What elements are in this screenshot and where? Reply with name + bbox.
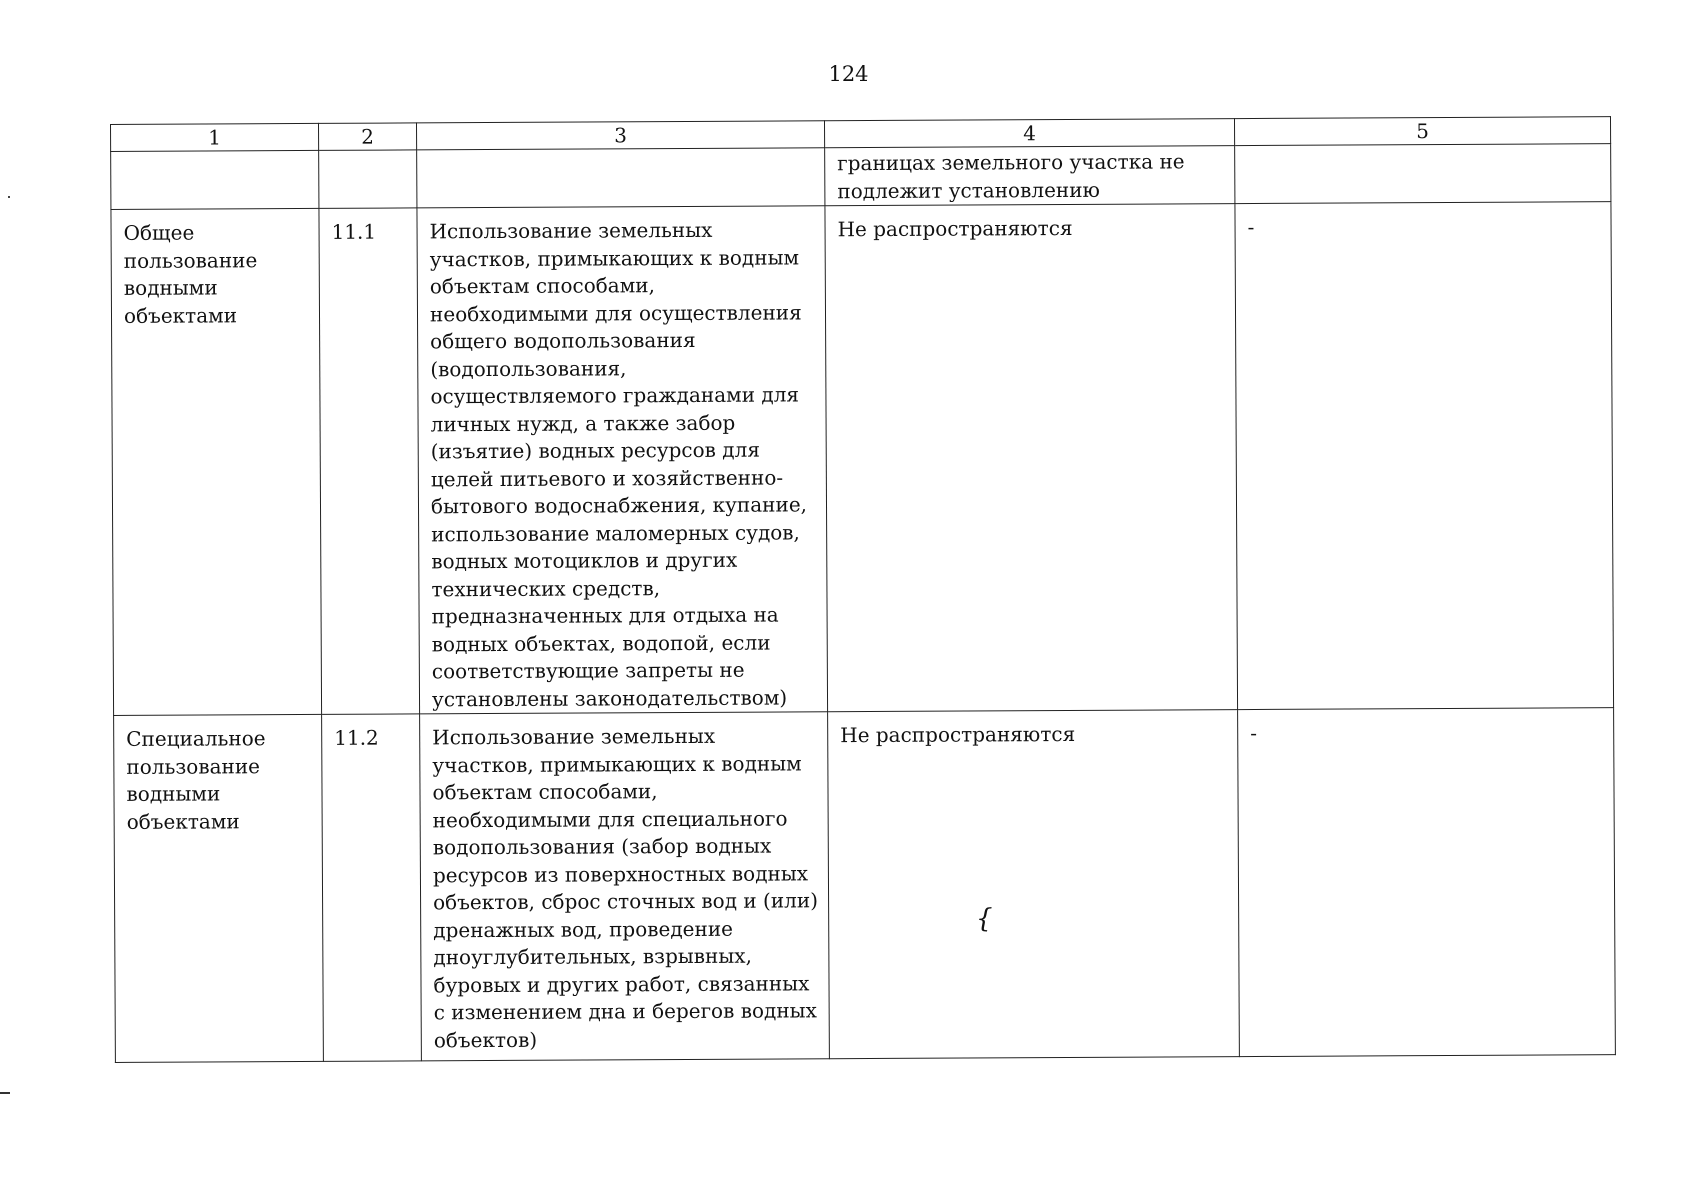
land-use-table [110,116,1616,1063]
land-use-restrictions: - [1238,708,1616,1057]
continuation-cell-3 [417,148,825,208]
continuation-cell-4: границах земельного участка не подлежит установлению [825,146,1235,206]
land-use-restrictions: - [1235,202,1614,710]
column-number-4: 4 [824,119,1234,148]
page-number: 124 [828,62,869,86]
column-number-3: 3 [416,121,824,150]
land-use-parameters: Не распространяются [828,710,1240,1059]
column-number-2: 2 [318,123,416,151]
land-use-description: Использование земельных участков, примыкающих к водным объектам способами, необходимыми для осуществления общего водопользования (водопользования, осуществляемого гражданами для личных нужд, а также забор (изъятие) водных ресурсов для целей питьевого и хозяйственно-бытового водоснабжения, купание, использование маломерных судов, водных мотоциклов и других технических средств, предназначенных для отдыха на водных объектах, водопой, если соответствующие запреты не установлены законодательством) [417,206,828,714]
land-use-name: Общее пользование водными объектами [111,208,322,715]
continuation-cell-5 [1235,144,1611,204]
land-use-name: Специальное пользование водными объектами [114,714,324,1062]
land-use-code: 11.1 [319,208,420,715]
continuation-cell-2 [319,150,417,209]
land-use-code: 11.2 [322,714,422,1062]
column-number-1: 1 [111,123,319,151]
column-number-5: 5 [1234,117,1610,146]
continuation-row [111,144,1611,210]
pen-mark-icon: { [976,904,993,934]
land-use-description: Использование земельных участков, примыкающих к водным объектам способами, необходимыми для специального водопользования (забор водных ресурсов из поверхностных водных объектов, сброс сточных вод и (или) дренажных вод, проведение дноуглубительных, взрывных, буровых и других работ, связанных с изменением дна и берегов водных объектов) [420,712,830,1061]
table-row [114,708,1616,1063]
scan-artifact-dot [8,196,10,198]
continuation-cell-1 [111,150,319,209]
land-use-parameters: Не распространяются [825,204,1238,712]
table-row [111,202,1614,716]
scan-artifact-dash [0,1092,10,1094]
